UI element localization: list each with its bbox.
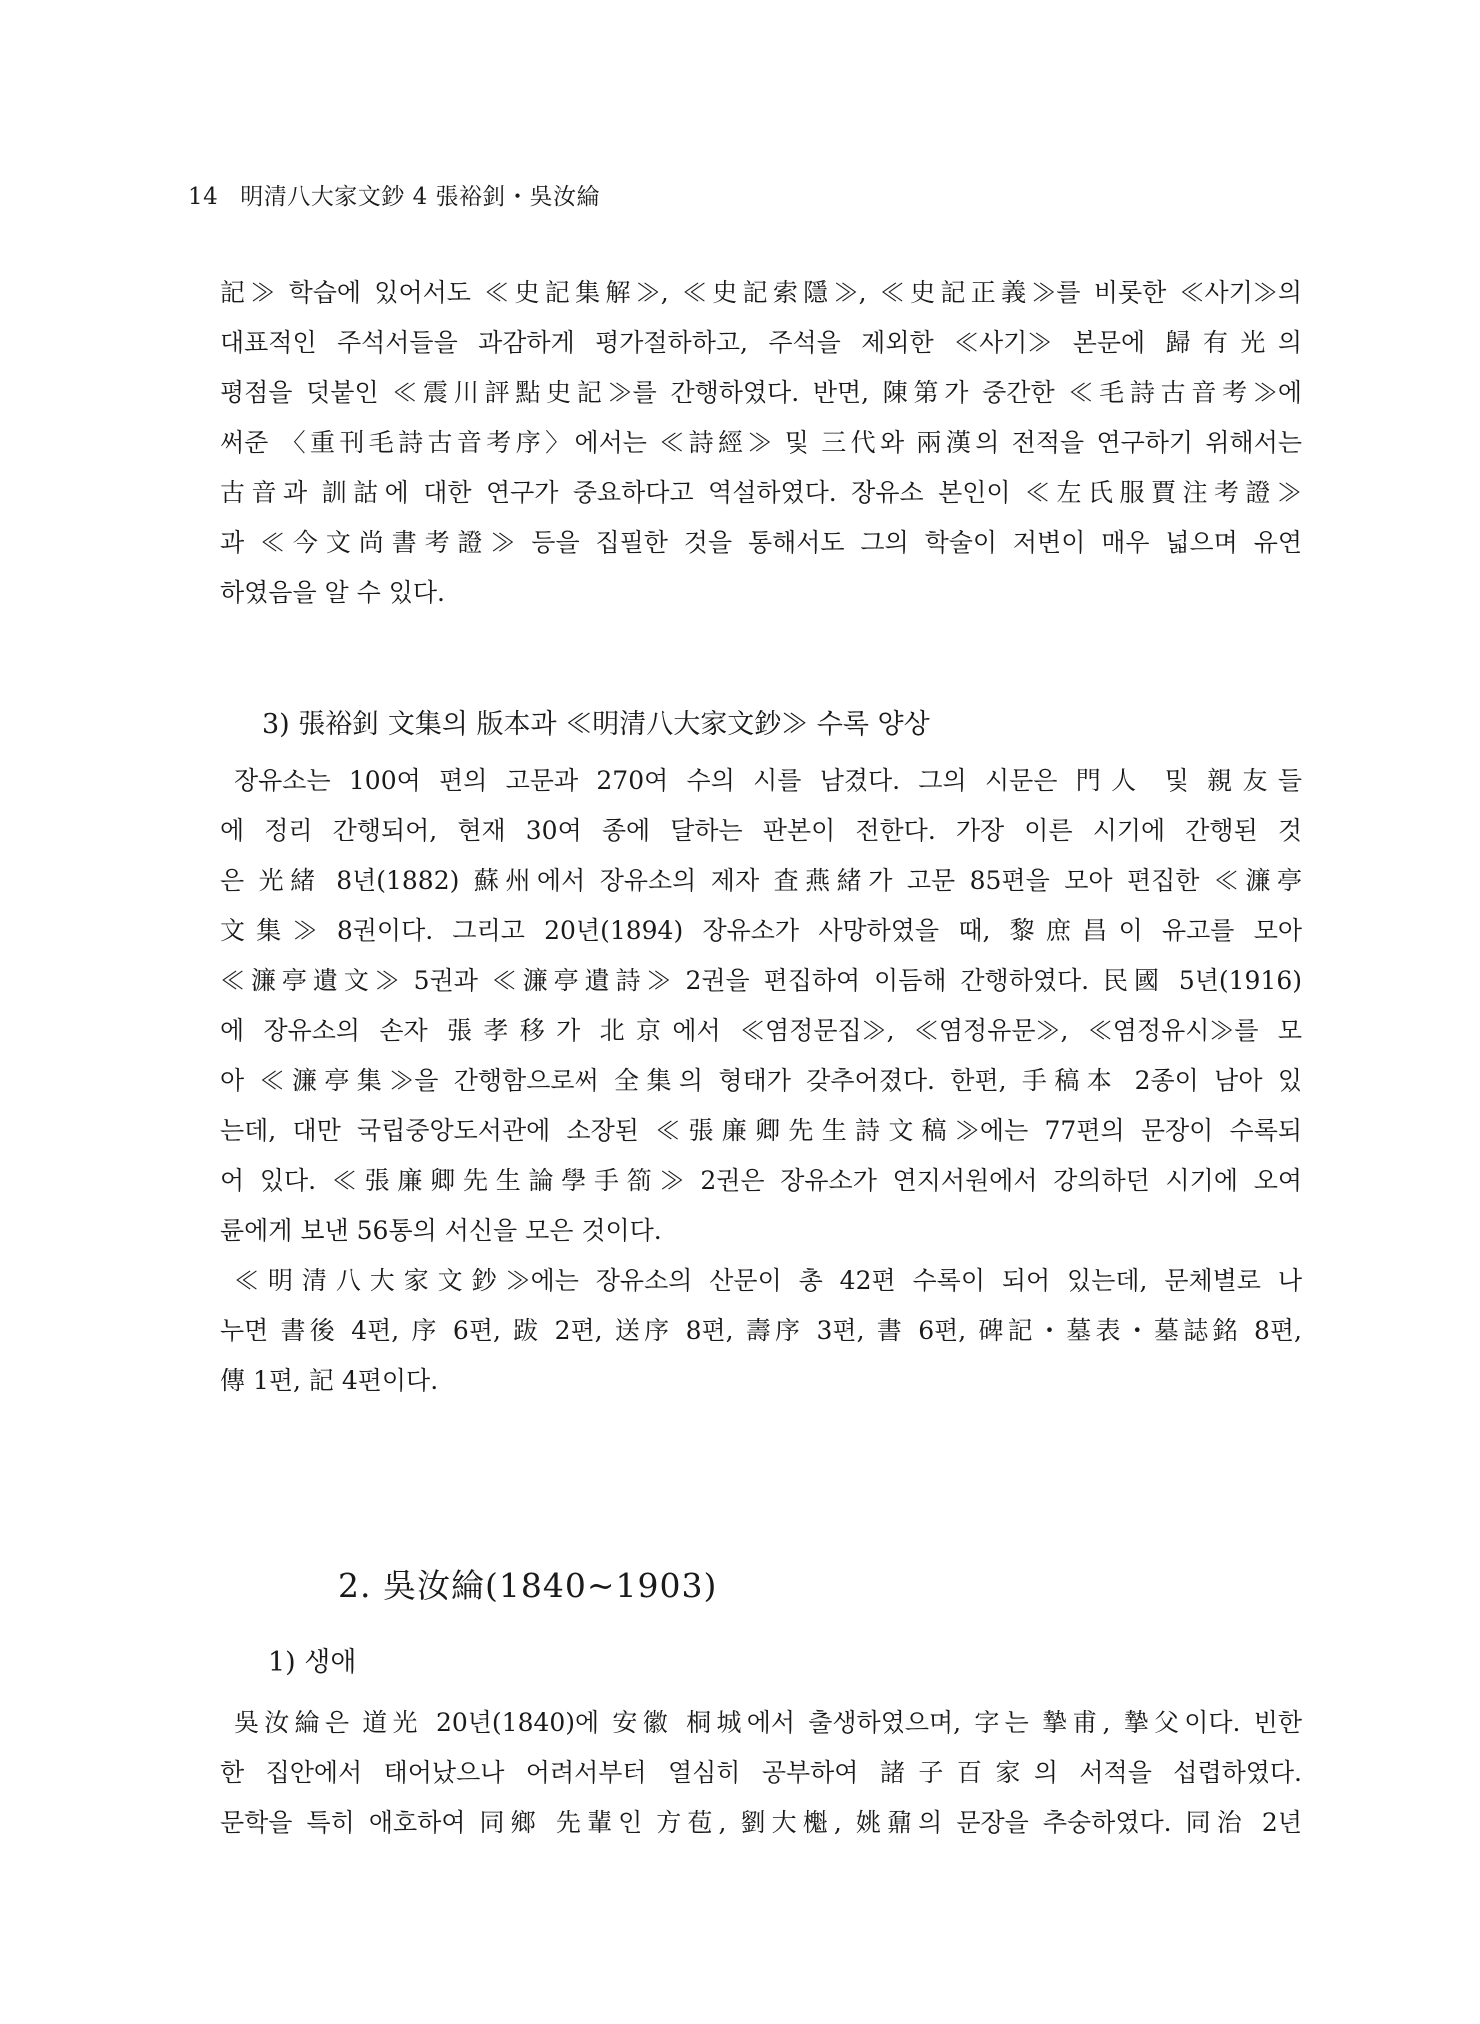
running-header	[188, 178, 600, 211]
section-heading: 2. 吳汝綸(1840~1903)	[338, 1566, 718, 1605]
text-line: 륜에게 보낸 56통의 서신을 모은 것이다.	[220, 1216, 662, 1245]
text-line: 古音과 訓詁에 대한 연구가 중요하다고 역설하였다. 장유소 본인이 ≪左氏服賈注考證≫	[220, 478, 1302, 507]
paragraph-editions	[220, 756, 1302, 1256]
text-line: 한 집안에서 태어났으나 어려서부터 열심히 공부하여 諸子百家의 서적을 섭렵하였다.	[220, 1758, 1302, 1787]
subsection-heading: 3) 張裕釗 文集의 版本과 ≪明清八大家文鈔≫ 수록 양상	[262, 709, 930, 740]
text-line: 누면 書後 4편, 序 6편, 跋 2편, 送序 8편, 壽序 3편, 書 6편, 碑記・墓表・墓誌銘 8편,	[220, 1316, 1302, 1345]
text-line: 하였음을 알 수 있다.	[220, 578, 445, 607]
text-line: 대표적인 주석서들을 과감하게 평가절하하고, 주석을 제외한 ≪사기≫ 본문에 歸有光의	[220, 328, 1302, 357]
paragraph-continuation	[220, 268, 1302, 618]
subsection-heading: 1) 생애	[268, 1647, 357, 1678]
text-line: 에 장유소의 손자 張孝移가 北京에서 ≪염정문집≫, ≪염정유문≫, ≪염정유시≫를 모	[220, 1016, 1302, 1045]
text-line: 과 ≪今文尚書考證≫ 등을 집필한 것을 통해서도 그의 학술이 저변이 매우 넓으며 유연	[220, 528, 1302, 557]
text-line: ≪濂亭遺文≫ 5권과 ≪濂亭遺詩≫ 2권을 편집하여 이듬해 간행하였다. 民國 5년(1916)	[220, 966, 1302, 995]
text-line: 은 光緒 8년(1882) 蘇州에서 장유소의 제자 査燕緒가 고문 85편을 모아 편집한 ≪濂亭	[220, 866, 1302, 895]
text-line: 傳 1편, 記 4편이다.	[220, 1366, 439, 1395]
page-number: 14	[188, 184, 219, 210]
text-line: 吳汝綸은 道光 20년(1840)에 安徽 桐城에서 출생하였으며, 字는 摯甫, 摯父이다. 빈한	[234, 1708, 1302, 1737]
text-line: 장유소는 100여 편의 고문과 270여 수의 시를 남겼다. 그의 시문은 門人 및 親友들	[234, 766, 1302, 795]
text-line: 는데, 대만 국립중앙도서관에 소장된 ≪張廉卿先生詩文稿≫에는 77편의 문장이 수록되	[220, 1116, 1302, 1145]
text-line: 써준 〈重刊毛詩古音考序〉에서는 ≪詩經≫ 및 三代와 兩漢의 전적을 연구하기 위해서는	[220, 428, 1302, 457]
text-line: 文集≫ 8권이다. 그리고 20년(1894) 장유소가 사망하였을 때, 黎庶昌이 유고를 모아	[220, 916, 1302, 945]
text-line: 문학을 특히 애호하여 同鄉 先輩인 方苞, 劉大櫆, 姚鼐의 문장을 추숭하였다. 同治 2년	[220, 1808, 1302, 1837]
text-line: 아 ≪濂亭集≫을 간행함으로써 全集의 형태가 갖추어졌다. 한편, 手稿本 2종이 남아 있	[220, 1066, 1302, 1095]
text-line: ≪明清八大家文鈔≫에는 장유소의 산문이 총 42편 수록이 되어 있는데, 문체별로 나	[234, 1266, 1302, 1295]
book-title: 明清八大家文鈔 4 張裕釗・吳汝綸	[240, 184, 601, 210]
text-line: 평점을 덧붙인 ≪震川評點史記≫를 간행하였다. 반면, 陳第가 중간한 ≪毛詩古音考≫에	[220, 378, 1302, 407]
paragraph-biography	[220, 1698, 1302, 1848]
text-line: 에 정리 간행되어, 현재 30여 종에 달하는 판본이 전한다. 가장 이른 시기에 간행된 것	[220, 816, 1302, 845]
text-line: 어 있다. ≪張廉卿先生論學手箚≫ 2권은 장유소가 연지서원에서 강의하던 시기에 오여	[220, 1166, 1302, 1195]
text-line: 記≫ 학습에 있어서도 ≪史記集解≫, ≪史記索隱≫, ≪史記正義≫를 비롯한 ≪사기≫의	[220, 278, 1302, 307]
paragraph-collection	[220, 1256, 1302, 1406]
